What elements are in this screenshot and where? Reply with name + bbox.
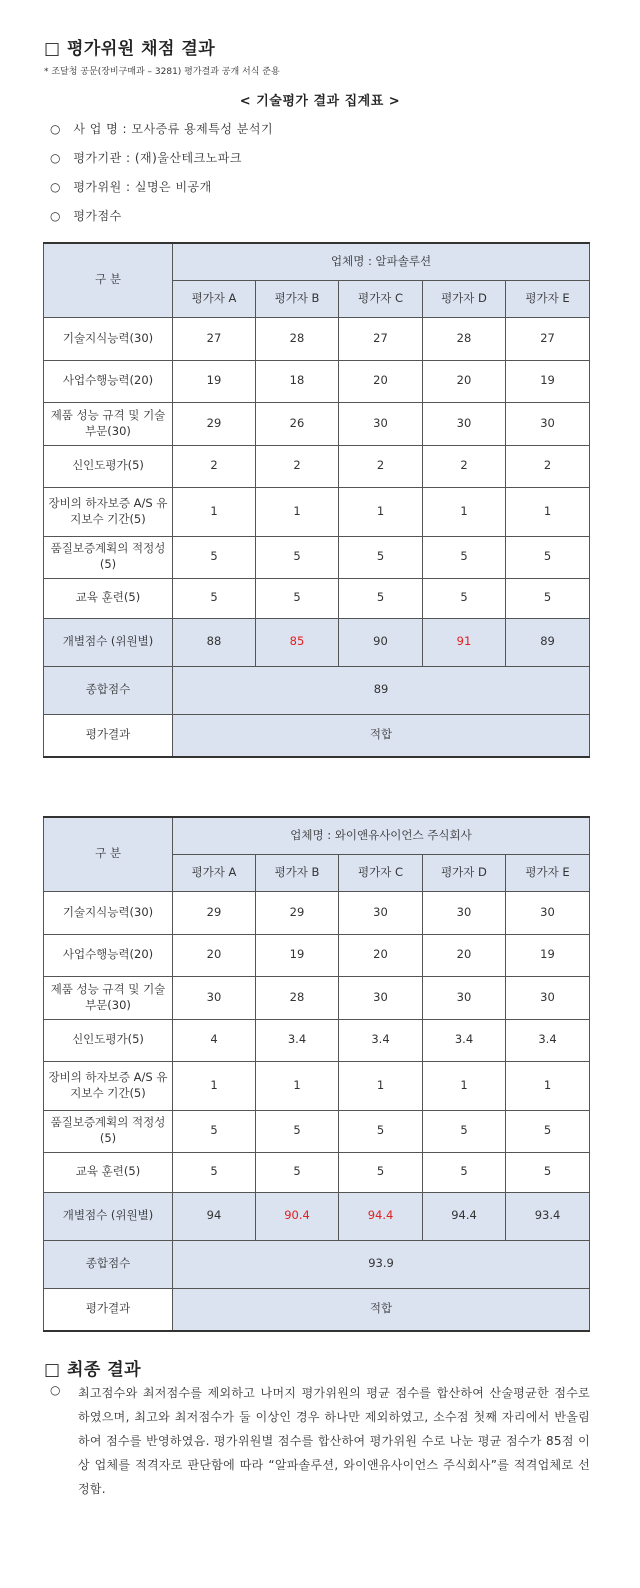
evaluation-result: 적합 <box>173 714 590 757</box>
final-result-text: 최고점수와 최저점수를 제외하고 나머지 평가위원의 평균 점수를 합산하여 산술평균한 점수로 하였으며, 최고와 최저점수가 둘 이상인 경우 하나만 제외하였고, 소수점 첫째 자리에서 반올림하여 점수를 반영하였음. 평가위원별 점수를 합산하여 평가위원 수로 나눈 평균 점수가 85점 이상 업체를 적격자로 판단함에 따라 “알파솔루션, 와이앤유사이언스 주식회사”를 적격업체로 선정함. <box>78 1386 590 1496</box>
table-row <box>44 1152 590 1192</box>
score-cell: 20 <box>423 934 506 976</box>
score-cell: 30 <box>506 976 590 1019</box>
info-score <box>50 207 122 224</box>
individual-score-row <box>44 1192 590 1240</box>
score-cell: 5 <box>173 1152 256 1192</box>
category-header: 구 분 <box>44 243 173 317</box>
score-cell: 1 <box>506 1061 590 1110</box>
score-cell: 30 <box>423 976 506 1019</box>
score-cell: 3.4 <box>339 1019 423 1061</box>
score-cell: 20 <box>339 934 423 976</box>
individual-score: 93.4 <box>506 1192 590 1240</box>
score-cell: 2 <box>506 445 590 487</box>
score-cell: 5 <box>256 536 339 578</box>
table-row <box>44 578 590 618</box>
evaluator-header: 평가자 D <box>423 280 506 317</box>
score-cell: 5 <box>423 578 506 618</box>
evaluator-header: 평가자 A <box>173 280 256 317</box>
score-cell: 5 <box>423 536 506 578</box>
individual-score: 90 <box>339 618 423 666</box>
score-cell: 28 <box>256 976 339 1019</box>
info-bullet: ○ <box>50 151 61 165</box>
evaluator-header: 평가자 C <box>339 854 423 891</box>
score-cell: 28 <box>256 317 339 360</box>
table-row <box>44 1110 590 1152</box>
score-cell: 1 <box>506 487 590 536</box>
score-cell: 30 <box>339 976 423 1019</box>
score-cell: 30 <box>506 402 590 445</box>
score-cell: 5 <box>339 578 423 618</box>
score-cell: 2 <box>173 445 256 487</box>
row-label: 장비의 하자보증 A/S 유지보수 기간(5) <box>44 487 173 536</box>
total-score-row <box>44 1240 590 1288</box>
row-label: 개별점수 (위원별) <box>44 618 173 666</box>
score-cell: 30 <box>423 891 506 934</box>
score-cell: 5 <box>173 536 256 578</box>
page-title: □ 평가위원 채점 결과 <box>44 39 216 59</box>
info-project <box>50 120 273 137</box>
row-label: 품질보증계획의 적정성(5) <box>44 536 173 578</box>
score-cell: 2 <box>256 445 339 487</box>
table-row <box>44 1061 590 1110</box>
result-row <box>44 714 590 757</box>
individual-score-highlight: 90.4 <box>256 1192 339 1240</box>
row-label: 종합점수 <box>44 1240 173 1288</box>
score-cell: 19 <box>506 934 590 976</box>
info-bullet: ○ <box>50 122 61 136</box>
row-label: 제품 성능 규격 및 기술부문(30) <box>44 976 173 1019</box>
score-table-alpha <box>43 242 590 758</box>
score-cell: 5 <box>173 1110 256 1152</box>
company-name: 업체명 : 알파솔루션 <box>173 243 590 280</box>
row-label: 개별점수 (위원별) <box>44 1192 173 1240</box>
evaluator-header: 평가자 A <box>173 854 256 891</box>
table-subtitle: < 기술평가 결과 집계표 > <box>239 94 401 109</box>
score-cell: 19 <box>256 934 339 976</box>
score-table-yandu <box>43 816 590 1332</box>
individual-score: 88 <box>173 618 256 666</box>
evaluator-header: 평가자 B <box>256 854 339 891</box>
score-cell: 5 <box>339 1152 423 1192</box>
table-row <box>44 536 590 578</box>
score-cell: 29 <box>173 402 256 445</box>
individual-score-row <box>44 618 590 666</box>
score-cell: 27 <box>173 317 256 360</box>
evaluator-header: 평가자 B <box>256 280 339 317</box>
score-cell: 30 <box>173 976 256 1019</box>
final-bullet: ○ <box>50 1383 61 1397</box>
final-result-body <box>50 1381 590 1501</box>
score-cell: 1 <box>423 487 506 536</box>
table-row <box>44 891 590 934</box>
info-evaluators <box>50 178 212 195</box>
score-cell: 5 <box>256 578 339 618</box>
row-label: 평가결과 <box>44 1288 173 1331</box>
score-cell: 5 <box>339 536 423 578</box>
row-label: 교육 훈련(5) <box>44 1152 173 1192</box>
score-cell: 3.4 <box>506 1019 590 1061</box>
score-cell: 2 <box>339 445 423 487</box>
score-cell: 5 <box>256 1110 339 1152</box>
row-label: 기술지식능력(30) <box>44 317 173 360</box>
score-cell: 20 <box>173 934 256 976</box>
row-label: 사업수행능력(20) <box>44 360 173 402</box>
individual-score-highlight: 94.4 <box>339 1192 423 1240</box>
info-text: 평가위원 : 실명은 비공개 <box>73 180 212 194</box>
table-row <box>44 487 590 536</box>
score-cell: 26 <box>256 402 339 445</box>
score-cell: 5 <box>256 1152 339 1192</box>
row-label: 사업수행능력(20) <box>44 934 173 976</box>
evaluator-header: 평가자 E <box>506 854 590 891</box>
score-cell: 5 <box>506 1152 590 1192</box>
row-label: 교육 훈련(5) <box>44 578 173 618</box>
score-cell: 1 <box>339 487 423 536</box>
reference-note: * 조달청 공문(장비구매과 – 3281) 평가결과 공개 서식 준용 <box>44 67 280 77</box>
score-cell: 3.4 <box>423 1019 506 1061</box>
score-cell: 30 <box>339 402 423 445</box>
score-cell: 3.4 <box>256 1019 339 1061</box>
evaluator-header: 평가자 C <box>339 280 423 317</box>
score-cell: 30 <box>339 891 423 934</box>
score-cell: 20 <box>339 360 423 402</box>
row-label: 신인도평가(5) <box>44 1019 173 1061</box>
score-cell: 1 <box>173 1061 256 1110</box>
score-cell: 1 <box>256 1061 339 1110</box>
final-result-title: □ 최종 결과 <box>44 1360 142 1380</box>
score-cell: 5 <box>173 578 256 618</box>
total-score: 89 <box>173 666 590 714</box>
row-label: 신인도평가(5) <box>44 445 173 487</box>
individual-score: 89 <box>506 618 590 666</box>
score-cell: 5 <box>423 1110 506 1152</box>
result-row <box>44 1288 590 1331</box>
company-name: 업체명 : 와이앤유사이언스 주식회사 <box>173 817 590 854</box>
evaluator-header: 평가자 D <box>423 854 506 891</box>
score-cell: 2 <box>423 445 506 487</box>
info-bullet: ○ <box>50 209 61 223</box>
category-header: 구 분 <box>44 817 173 891</box>
evaluation-result: 적합 <box>173 1288 590 1331</box>
score-cell: 5 <box>506 578 590 618</box>
score-cell: 1 <box>339 1061 423 1110</box>
individual-score-highlight: 91 <box>423 618 506 666</box>
row-label: 평가결과 <box>44 714 173 757</box>
info-agency <box>50 149 242 166</box>
score-cell: 20 <box>423 360 506 402</box>
score-cell: 29 <box>173 891 256 934</box>
score-cell: 19 <box>173 360 256 402</box>
score-cell: 4 <box>173 1019 256 1061</box>
row-label: 제품 성능 규격 및 기술부문(30) <box>44 402 173 445</box>
individual-score-highlight: 85 <box>256 618 339 666</box>
evaluator-header: 평가자 E <box>506 280 590 317</box>
row-label: 기술지식능력(30) <box>44 891 173 934</box>
info-text: 평가점수 <box>73 209 122 223</box>
score-cell: 5 <box>506 536 590 578</box>
row-label: 종합점수 <box>44 666 173 714</box>
total-score-row <box>44 666 590 714</box>
score-cell: 27 <box>506 317 590 360</box>
score-cell: 27 <box>339 317 423 360</box>
score-cell: 5 <box>506 1110 590 1152</box>
table-row <box>44 934 590 976</box>
score-cell: 30 <box>506 891 590 934</box>
score-cell: 1 <box>173 487 256 536</box>
table-row <box>44 402 590 445</box>
info-text: 사 업 명 : 모사증류 용제특성 분석기 <box>73 122 274 136</box>
row-label: 품질보증계획의 적정성(5) <box>44 1110 173 1152</box>
score-cell: 28 <box>423 317 506 360</box>
total-score: 93.9 <box>173 1240 590 1288</box>
score-cell: 30 <box>423 402 506 445</box>
score-cell: 29 <box>256 891 339 934</box>
info-bullet: ○ <box>50 180 61 194</box>
individual-score: 94 <box>173 1192 256 1240</box>
table-row <box>44 1019 590 1061</box>
score-cell: 5 <box>339 1110 423 1152</box>
score-cell: 1 <box>256 487 339 536</box>
score-cell: 1 <box>423 1061 506 1110</box>
table-row <box>44 976 590 1019</box>
table-row <box>44 445 590 487</box>
score-cell: 18 <box>256 360 339 402</box>
table-row <box>44 317 590 360</box>
table-row <box>44 360 590 402</box>
row-label: 장비의 하자보증 A/S 유지보수 기간(5) <box>44 1061 173 1110</box>
score-cell: 19 <box>506 360 590 402</box>
info-text: 평가기관 : (재)울산테크노파크 <box>73 151 242 165</box>
score-cell: 5 <box>423 1152 506 1192</box>
individual-score: 94.4 <box>423 1192 506 1240</box>
